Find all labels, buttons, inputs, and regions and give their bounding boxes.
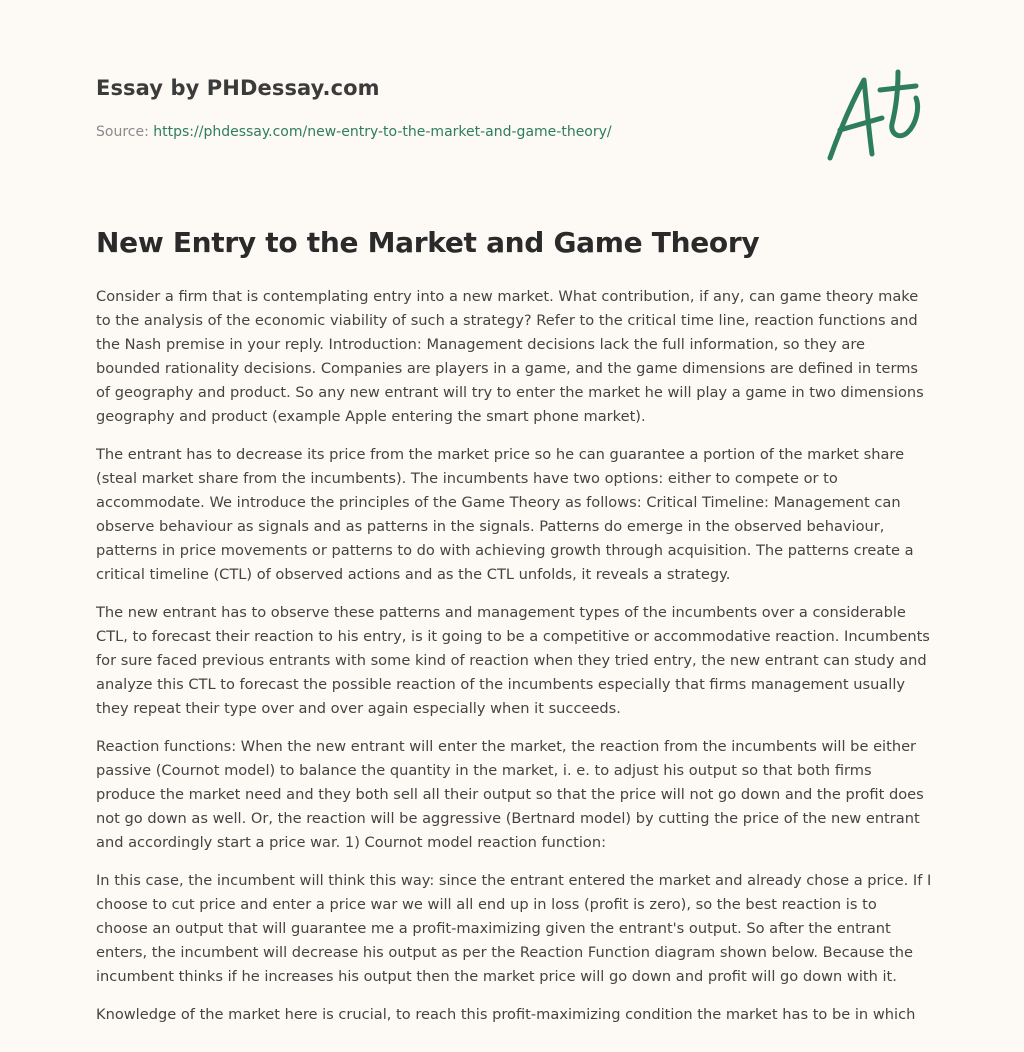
essay-title: New Entry to the Market and Game Theory — [96, 226, 760, 259]
source-link[interactable]: https://phdessay.com/new-entry-to-the-market-and-game-theory/ — [153, 124, 612, 140]
site-brand: Essay by PHDessay.com — [96, 76, 380, 100]
essay-body — [96, 285, 932, 1041]
paragraph: Consider a firm that is contemplating entry into a new market. What contribution, if any, can game theory make to the analysis of the economic viability of such a strategy? Refer to the critical time line, reaction functions and the Nash premise in your reply. Introduction: Management decisions lack the full information, so they are bounded rationality decisions. Companies are players in a game, and the game dimensions are defined in terms of geography and product. So any new entrant will try to enter the market he will play a game in two dimensions geography and product (example Apple entering the smart phone market). — [96, 288, 924, 425]
paragraph: In this case, the incumbent will think this way: since the entrant entered the market and already chose a price. If I choose to cut price and enter a price war we will all end up in loss (profit is zero), so the best reaction is to choose an output that will guarantee me a profit-maximizing given the entrant's output. So after the entrant enters, the incumbent will decrease his output as per the Reaction Function diagram shown below. Because the incumbent thinks if he increases his output then the market price will go down and profit will go down with it. — [96, 872, 932, 985]
source-label: Source: — [96, 124, 149, 140]
paragraph: The new entrant has to observe these patterns and management types of the incumbents over a considerable CTL, to forecast their reaction to his entry, is it going to be a competitive or accommodative reaction. Incumbents for sure faced previous entrants with some kind of reaction when they tried entry, the new entrant can study and analyze this CTL to forecast the possible reaction of the incumbents especially that firms management usually they repeat their type over and over again especially when it succeeds. — [96, 604, 930, 717]
source-line — [96, 124, 612, 140]
a-plus-logo-icon — [820, 68, 930, 168]
paragraph: Knowledge of the market here is crucial, to reach this profit-maximizing condition the market has to be in which — [96, 1006, 916, 1023]
paragraph: Reaction functions: When the new entrant will enter the market, the reaction from the incumbents will be either passive (Cournot model) to balance the quantity in the market, i. e. to adjust his output so that both firms produce the market need and they both sell all their output so that the price will not go down and the profit does not go down as well. Or, the reaction will be aggressive (Bertnard model) by cutting the price of the new entrant and accordingly start a price war. 1) Cournot model reaction function: — [96, 738, 924, 851]
paragraph: The entrant has to decrease its price from the market price so he can guarantee a portion of the market share (steal market share from the incumbents). The incumbents have two options: either to compete or to accommodate. We introduce the principles of the Game Theory as follows: Critical Timeline: Management can observe behaviour as signals and as patterns in the signals. Patterns do emerge in the observed behaviour, patterns in price movements or patterns to do with achieving growth through acquisition. The patterns create a critical timeline (CTL) of observed actions and as the CTL unfolds, it reveals a strategy. — [96, 446, 914, 583]
